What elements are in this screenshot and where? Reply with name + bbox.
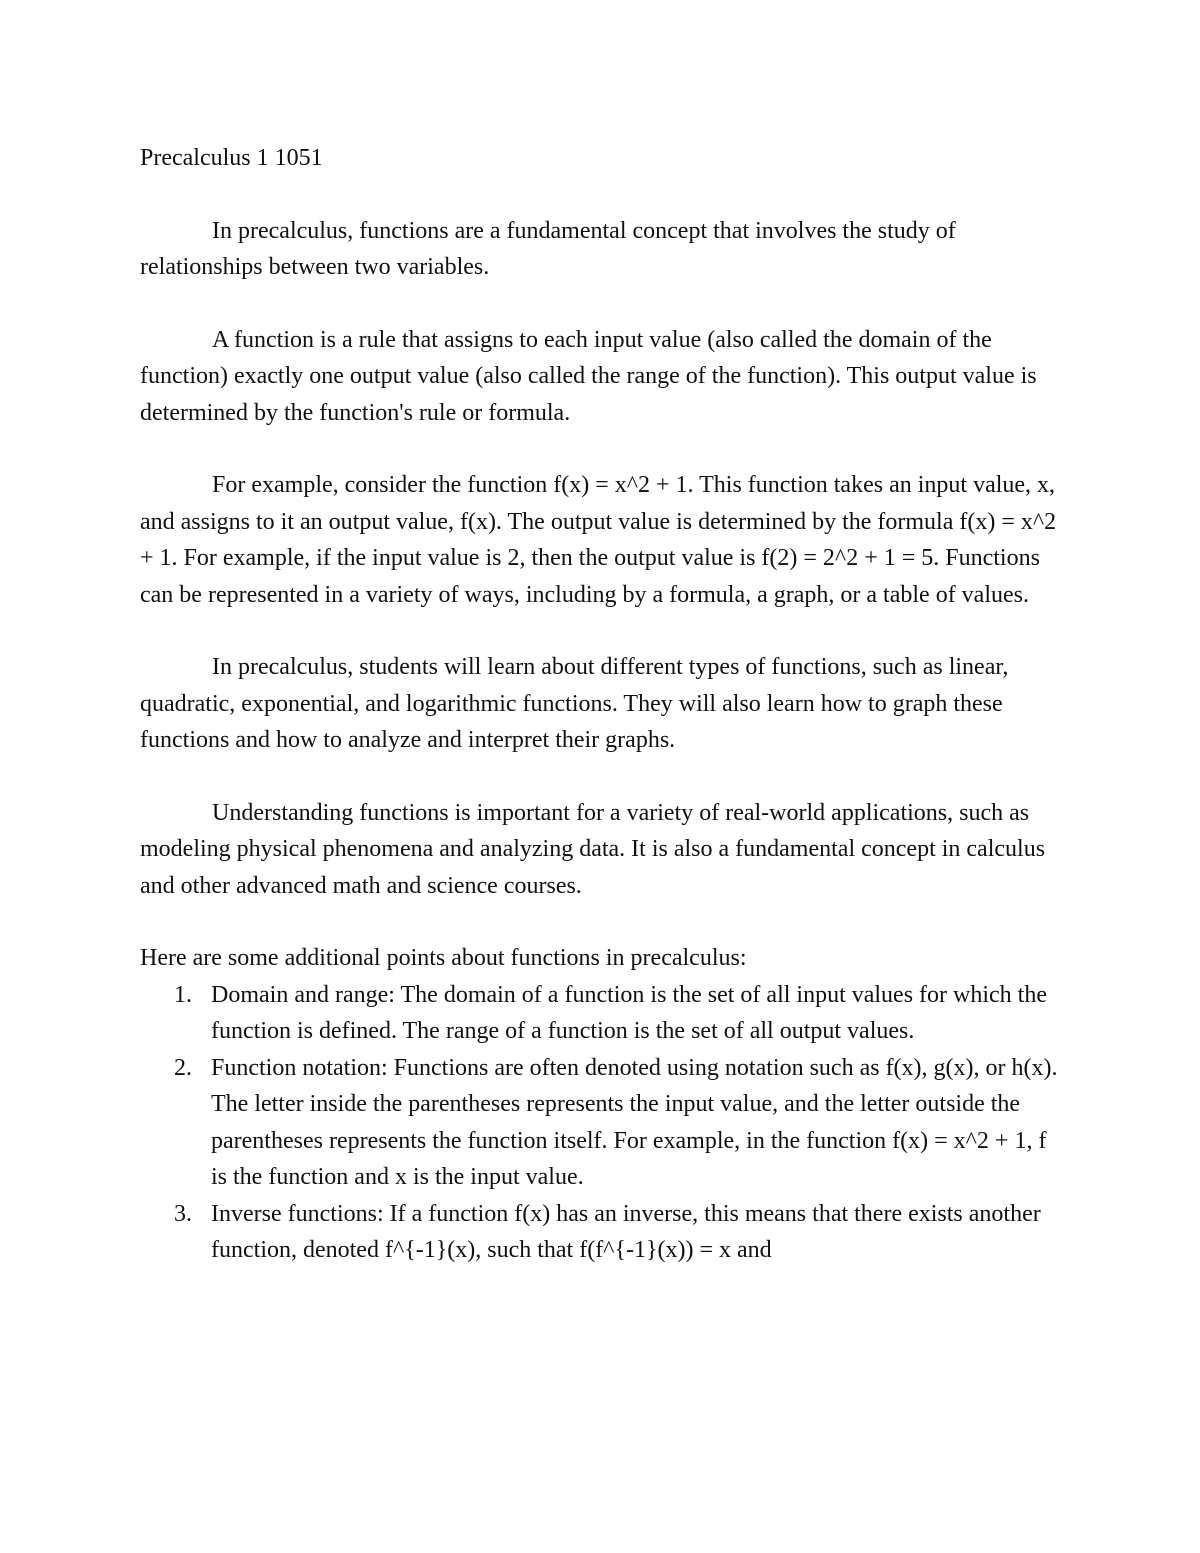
list-item-number: 3. bbox=[174, 1200, 192, 1227]
points-list bbox=[140, 977, 1065, 1269]
document-body bbox=[140, 140, 1065, 1269]
paragraph-function-types: In precalculus, students will learn about different types of functions, such as linear, quadratic, exponential, and logarithmic functions. They will also learn how to graph these functions and how to analyze and interpret their graphs. bbox=[140, 654, 1009, 753]
list-item-text: Domain and range: The domain of a function is the set of all input values for which the function is defined. The range of a function is the set of all output values. bbox=[211, 981, 1048, 1044]
list-item-number: 2. bbox=[174, 1054, 192, 1081]
list-item-inverse-functions bbox=[140, 1196, 1065, 1269]
paragraph-intro: In precalculus, functions are a fundamental concept that involves the study of relationships between two variables. bbox=[140, 217, 956, 280]
list-intro: Here are some additional points about functions in precalculus: bbox=[140, 945, 747, 971]
paragraph-example: For example, consider the function f(x) = x^2 + 1. This function takes an input value, x, and assigns to it an output value, f(x). The output value is determined by the formula f(x) = x^2 + 1. For example, if the input value is 2, then the output value is f(2) = 2^2 + 1 = 5. Functions can be represented in a variety of ways, including by a formula, a graph, or a table of values. bbox=[140, 472, 1057, 608]
list-item-text: Function notation: Functions are often denoted using notation such as f(x), g(x), or h(x). The letter inside the parentheses represents the input value, and the letter outside the parentheses represents the function itself. For example, in the function f(x) = x^2 + 1, f is the function and x is the input value. bbox=[211, 1054, 1058, 1190]
list-item-number: 1. bbox=[174, 981, 192, 1008]
paragraph-definition: A function is a rule that assigns to each input value (also called the domain of the function) exactly one output value (also called the range of the function). This output value is determined by the function's rule or formula. bbox=[140, 326, 1037, 426]
list-item-domain-range bbox=[140, 977, 1065, 1050]
list-item-function-notation bbox=[140, 1050, 1065, 1196]
paragraph-applications: Understanding functions is important for a variety of real-world applications, such as modeling physical phenomena and analyzing data. It is also a fundamental concept in calculus and other advanced math and science courses. bbox=[140, 799, 1046, 899]
document-title: Precalculus 1 1051 bbox=[140, 145, 323, 171]
list-item-text: Inverse functions: If a function f(x) has an inverse, this means that there exists another function, denoted f^{-1}(x), such that f(f^{-1}(x)) = x and bbox=[211, 1200, 1041, 1263]
